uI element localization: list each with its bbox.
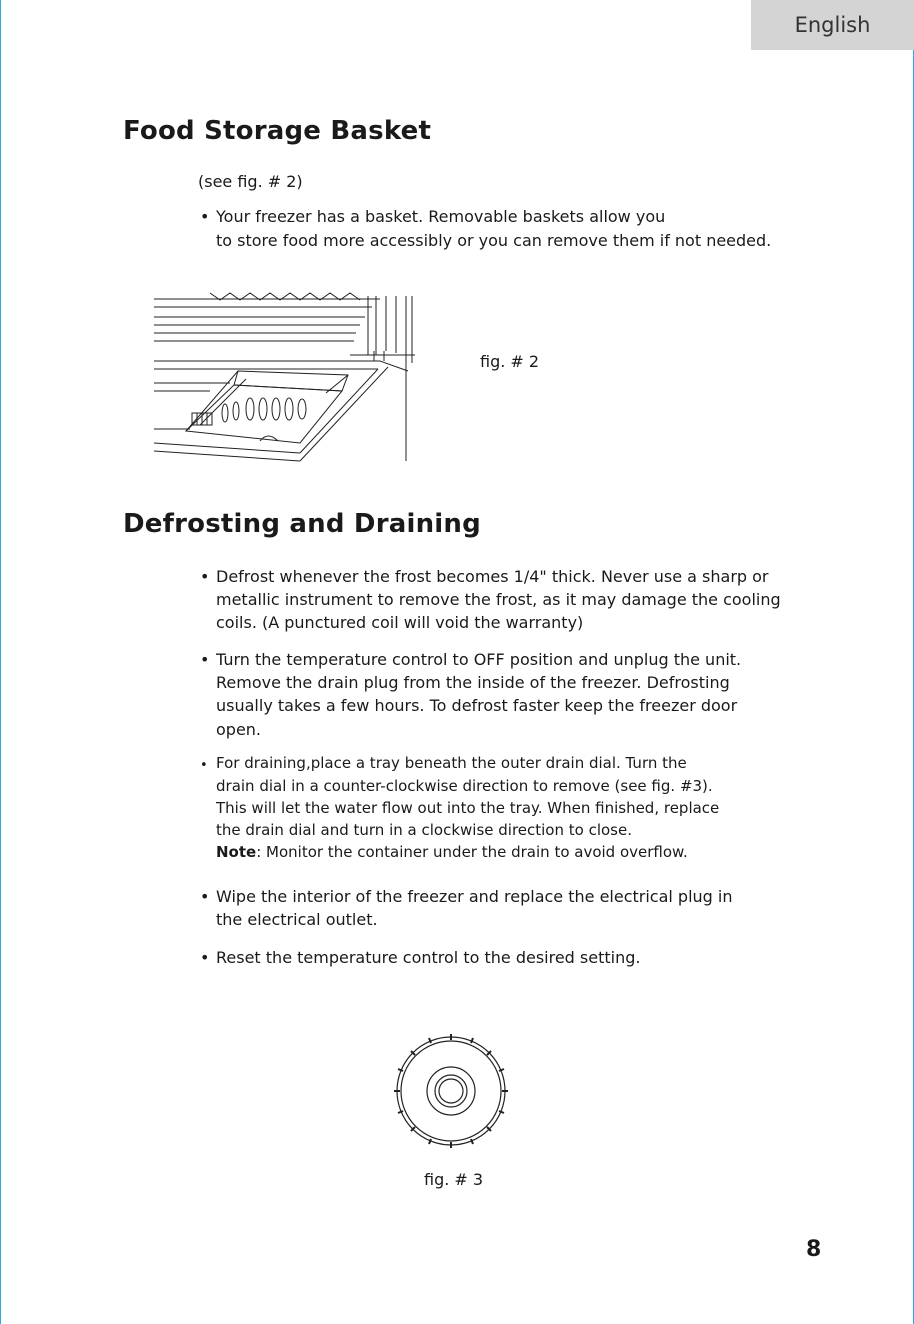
basket-bullet-line: to store food more accessibly or you can remove them if not needed. — [216, 231, 772, 250]
freezer-basket-illustration — [150, 293, 420, 461]
defrost-bullet-line: Reset the temperature control to the desired setting. — [216, 948, 641, 967]
basket-bullet-line: Your freezer has a basket. Removable baskets allow you — [216, 207, 666, 226]
section-title-defrost: Defrosting and Draining — [123, 509, 481, 539]
bullet-marker: • — [200, 948, 210, 967]
drain-dial-illustration — [390, 1030, 512, 1152]
draining-bullet-line: This will let the water flow out into the tray. When finished, replace — [216, 799, 720, 817]
note-text: : Monitor the container under the drain to avoid overflow. — [256, 843, 688, 861]
defrost-bullet-line: usually takes a few hours. To defrost faster keep the freezer door — [216, 696, 738, 715]
language-tab: English — [751, 0, 914, 50]
note-label: Note — [216, 843, 257, 861]
defrost-bullet-line: Defrost whenever the frost becomes 1/4" thick. Never use a sharp or — [216, 567, 769, 586]
defrost-bullet-line: the electrical outlet. — [216, 910, 378, 929]
bullet-marker: • — [200, 650, 210, 669]
draining-bullet-line: the drain dial and turn in a clockwise direction to close. — [216, 821, 632, 839]
bullet-marker: • — [200, 567, 210, 586]
bullet-marker: • — [200, 207, 210, 226]
defrost-bullet-line: Remove the drain plug from the inside of the freezer. Defrosting — [216, 673, 730, 692]
defrost-bullet-line: Wipe the interior of the freezer and replace the electrical plug in — [216, 887, 733, 906]
bullet-marker: • — [200, 758, 208, 773]
draining-bullet-line: drain dial in a counter-clockwise direction to remove (see fig. #3). — [216, 777, 713, 795]
bullet-marker: • — [200, 887, 210, 906]
page-number: 8 — [806, 1237, 822, 1262]
defrost-bullet-line: metallic instrument to remove the frost, as it may damage the cooling — [216, 590, 781, 609]
section-title-basket: Food Storage Basket — [123, 116, 432, 146]
defrost-bullet-line: Turn the temperature control to OFF position and unplug the unit. — [216, 650, 742, 669]
figure-caption-3: fig. # 3 — [424, 1170, 484, 1189]
figure-caption-2: fig. # 2 — [480, 352, 540, 371]
defrost-bullet-line: open. — [216, 720, 262, 739]
see-fig-2-reference: (see fig. # 2) — [198, 172, 303, 191]
draining-bullet-line: For draining,place a tray beneath the outer drain dial. Turn the — [216, 754, 687, 772]
draining-note — [216, 841, 688, 865]
defrost-bullet-line: coils. (A punctured coil will void the warranty) — [216, 613, 584, 632]
page-edge-left — [0, 0, 1, 1324]
